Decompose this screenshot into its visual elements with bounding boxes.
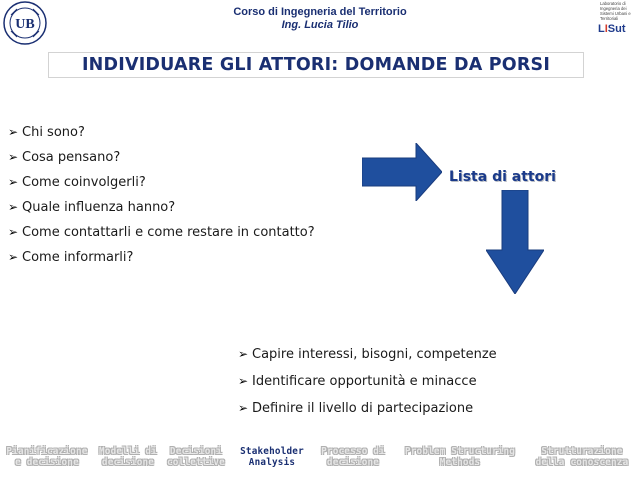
- section-nav: [0, 436, 638, 478]
- lab-logo: [596, 0, 636, 44]
- course-header: [160, 6, 480, 32]
- nav-stakeholder-analysis[interactable]: Stakeholder Analysis: [240, 446, 304, 468]
- arrow-bullet-icon: ➢: [8, 250, 19, 264]
- outcomes-list: [238, 341, 497, 422]
- svg-text:UB: UB: [15, 17, 35, 32]
- arrow-bullet-icon: ➢: [238, 347, 249, 361]
- arrow-bullet-icon: ➢: [238, 401, 249, 415]
- list-item: ➢ Come coinvolgerli?: [8, 170, 315, 195]
- nav-decisioni-collettive[interactable]: Decisioni collettive: [167, 446, 225, 468]
- nav-modelli-di-decisione[interactable]: Modelli di decisione: [99, 446, 157, 468]
- list-item: ➢ Chi sono?: [8, 120, 315, 145]
- arrow-bullet-icon: ➢: [238, 374, 249, 388]
- instructor-name: Ing. Lucia Tilio: [281, 19, 359, 31]
- list-item: ➢ Cosa pensano?: [8, 145, 315, 170]
- list-item: ➢ Come informarli?: [8, 245, 315, 270]
- questions-list: [8, 120, 315, 270]
- nav-strutturazione-conoscenza[interactable]: Strutturazione della conoscenza: [535, 446, 629, 468]
- right-arrow-icon: [362, 143, 442, 201]
- arrow-bullet-icon: ➢: [8, 200, 19, 214]
- down-arrow-icon: [486, 190, 544, 294]
- nav-pianificazione[interactable]: Pianificazione e decisione: [6, 446, 88, 468]
- course-title: Corso di Ingegneria del Territorio: [233, 6, 407, 18]
- list-item: ➢ Come contattarli e come restare in contatto?: [8, 220, 315, 245]
- nav-problem-structuring-methods[interactable]: Problem Structuring Methods: [404, 446, 516, 468]
- slide-title: INDIVIDUARE GLI ATTORI: DOMANDE DA PORSI: [81, 55, 551, 75]
- list-item: ➢ Identificare opportunità e minacce: [238, 368, 497, 395]
- nav-processo-di-decisione[interactable]: Processo di decisione: [321, 446, 385, 468]
- arrow-bullet-icon: ➢: [8, 175, 19, 189]
- list-item: ➢ Definire il livello di partecipazione: [238, 395, 497, 422]
- lab-logo-mark: LISut: [598, 23, 626, 35]
- arrow-bullet-icon: ➢: [8, 125, 19, 139]
- arrow-bullet-icon: ➢: [8, 150, 19, 164]
- arrow-bullet-icon: ➢: [8, 225, 19, 239]
- list-item: ➢ Capire interessi, bisogni, competenze: [238, 341, 497, 368]
- list-item: ➢ Quale influenza hanno?: [8, 195, 315, 220]
- university-logo: [3, 1, 47, 45]
- lab-logo-text: Laboratorio di Ingegneria dei Sistemi Urbani e Territoriali: [600, 1, 631, 21]
- result-label: Lista di attori: [449, 169, 556, 185]
